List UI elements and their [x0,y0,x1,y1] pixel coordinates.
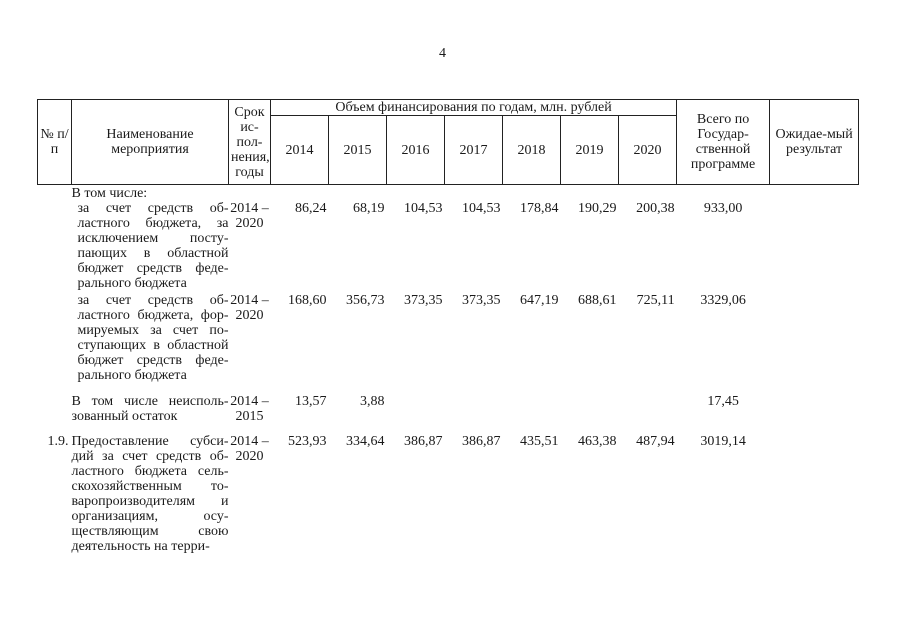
header-year: 2018 [503,116,561,185]
row-name: за счет средств об-ластного бюджета, за исключением посту-пающих в областной бюджет средств феде-рального бюджета [77,201,229,291]
row-result [770,185,859,202]
row-value: 688,61 [578,293,617,308]
row-value: 386,87 [462,434,501,449]
row-value: 178,84 [520,201,559,216]
row-result [770,201,859,291]
row-value [619,185,677,202]
row-name: Предоставление субси-дий за счет средств об-ластного бюджета сель-скохозяйственным то-варопроизводителям и организациям, осу-ществляющим свою деятельность на терри- [71,434,229,554]
row-term: 2014 – 2020 [230,434,269,464]
row-number: 1.9. [47,434,69,449]
header-name: Наименование мероприятия [72,100,229,185]
row-total: 3019,14 [700,434,746,449]
row-value [503,185,561,202]
row-total [677,185,770,202]
row-number [38,291,72,383]
page-number: 4 [439,46,446,61]
row-value: 373,35 [404,293,443,308]
header-year: 2017 [445,116,503,185]
row-value: 356,73 [346,293,385,308]
table-row [38,383,859,424]
row-total: 3329,06 [700,293,746,308]
row-total: 933,00 [703,201,743,216]
table-row [38,201,859,291]
row-value [329,185,387,202]
row-value: 523,93 [288,434,327,449]
row-term [229,185,271,202]
table-row [38,185,859,202]
row-number [38,201,72,291]
row-value: 104,53 [404,201,443,216]
header-term: Срок ис-пол-нения, годы [229,100,271,185]
row-name: за счет средств об-ластного бюджета, фор-мируемых за счет по-ступающих в областной бюджет средств феде-рального бюджета [77,293,229,383]
row-value: 386,87 [404,434,443,449]
row-value [561,383,619,424]
row-term: 2014 – 2020 [230,293,269,323]
table-header [38,100,859,185]
row-value: 190,29 [578,201,617,216]
header-number: № п/п [38,100,72,185]
row-value: 725,11 [636,293,675,308]
row-value: 3,88 [360,394,385,409]
row-number [38,185,72,202]
header-year: 2014 [271,116,329,185]
row-value: 104,53 [462,201,501,216]
table-row [38,424,859,554]
row-value [561,185,619,202]
row-value [387,185,445,202]
row-value [271,185,329,202]
row-value [445,383,503,424]
row-value [503,383,561,424]
row-value: 487,94 [636,434,675,449]
row-number [38,383,72,424]
row-result [770,424,859,554]
row-name: В том числе неисполь-зованный остаток [71,394,229,424]
row-value [445,185,503,202]
header-total: Всего по Государ-ственной программе [677,100,770,185]
row-total: 17,45 [707,394,739,409]
header-year: 2016 [387,116,445,185]
row-value: 86,24 [295,201,327,216]
row-value: 435,51 [520,434,559,449]
row-value: 168,60 [288,293,327,308]
row-value: 200,38 [636,201,675,216]
row-term: 2014 – 2015 [230,394,269,424]
header-year: 2020 [619,116,677,185]
header-result: Ожидае-мый результат [770,100,859,185]
table-row [38,291,859,383]
row-value: 13,57 [295,394,327,409]
row-value [619,383,677,424]
row-term: 2014 – 2020 [230,201,269,231]
header-year: 2015 [329,116,387,185]
row-result [770,383,859,424]
header-funding: Объем финансирования по годам, млн. рублей [271,100,677,116]
row-result [770,291,859,383]
row-value: 647,19 [520,293,559,308]
row-value: 373,35 [462,293,501,308]
row-value: 463,38 [578,434,617,449]
row-value: 68,19 [353,201,385,216]
header-year: 2019 [561,116,619,185]
row-value: 334,64 [346,434,385,449]
funding-table [37,99,859,554]
row-name: В том числе: [71,186,148,201]
row-value [387,383,445,424]
